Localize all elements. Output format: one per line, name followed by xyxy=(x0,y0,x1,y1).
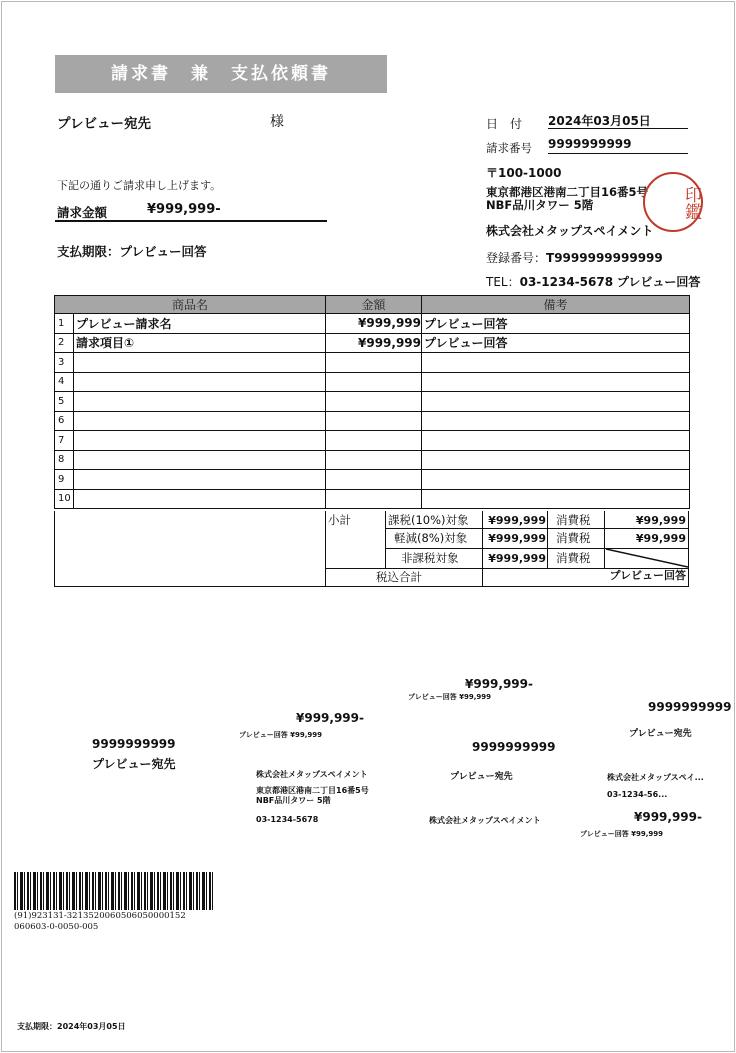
row-item: 請求項目① xyxy=(74,333,326,353)
barcode-text-line2: 060603-0-0050-005 xyxy=(14,922,99,932)
due-value: プレビュー回答 xyxy=(119,244,207,259)
table-row xyxy=(55,333,690,353)
due-label: 支払期限： xyxy=(57,244,120,259)
slip-mid-company: 株式会社メタップスペイメント xyxy=(256,770,368,779)
row-note xyxy=(422,392,690,412)
slip-mid-note: プレビュー回答 ¥99,999 xyxy=(239,731,323,739)
summary-strike-line xyxy=(604,548,688,568)
summary-bottom-border xyxy=(54,586,689,587)
registration-row xyxy=(486,249,663,266)
slip-left-number: 9999999999 xyxy=(92,737,176,751)
total-label: 税込合計 xyxy=(376,570,422,584)
slip-right-amount: ¥999,999- xyxy=(634,810,702,824)
issuer-address-line2: NBF品川タワー 5階 xyxy=(486,198,594,212)
slip-right-company: 株式会社メタップスペイ... xyxy=(607,773,704,782)
row-item: プレビュー請求名 xyxy=(74,314,326,334)
issuer-address xyxy=(486,186,648,212)
row-note: プレビュー回答 xyxy=(422,333,690,353)
row-amount xyxy=(326,470,422,490)
row-note xyxy=(422,450,690,470)
table-row xyxy=(55,372,690,392)
row-number: 9 xyxy=(55,470,74,490)
registration-label: 登録番号： xyxy=(486,251,547,265)
row-item xyxy=(74,470,326,490)
row-note xyxy=(422,353,690,373)
table-row xyxy=(55,470,690,490)
slip-mid-amount: ¥999,999- xyxy=(296,711,364,725)
row-amount: ¥999,999 xyxy=(326,314,422,334)
slip-mid-address xyxy=(256,786,369,806)
subtotal-label: 小計 xyxy=(328,513,351,527)
row-item xyxy=(74,392,326,412)
tel-note: プレビュー回答 xyxy=(616,275,701,289)
table-header-row xyxy=(55,296,690,314)
row-amount xyxy=(326,392,422,412)
row-item xyxy=(74,450,326,470)
slip-left-name: プレビュー宛先 xyxy=(92,757,176,771)
row-number: 6 xyxy=(55,411,74,431)
slip-center-number: 9999999999 xyxy=(472,740,556,754)
table-row xyxy=(55,431,690,451)
table-row xyxy=(55,392,690,412)
seal-text: 印鑑 xyxy=(681,186,701,220)
total-value: プレビュー回答 xyxy=(609,569,686,582)
recipient-name: プレビュー宛先 xyxy=(57,116,151,132)
slip-right-note: プレビュー回答 ¥99,999 xyxy=(580,830,664,838)
taxable10-label: 課税(10%)対象 xyxy=(388,513,469,527)
footer-due xyxy=(17,1021,126,1032)
row-amount xyxy=(326,431,422,451)
tel-label: TEL： xyxy=(486,275,520,289)
tax10-amount: ¥99,999 xyxy=(635,514,686,527)
consumption-tax-label-nontax: 消費税 xyxy=(556,551,591,565)
row-amount xyxy=(326,353,422,373)
nontax-amount: ¥999,999 xyxy=(488,552,546,565)
issuer-address-line1: 東京都港区港南二丁目16番5号 xyxy=(486,185,649,199)
row-number: 5 xyxy=(55,392,74,412)
row-note xyxy=(422,411,690,431)
issue-date: 2024年03月05日 xyxy=(548,112,688,129)
billing-amount: ¥999,999- xyxy=(147,202,221,217)
barcode-text-line1: (91)923131-3213520060506050000152 xyxy=(14,911,186,921)
consumption-tax-label-8: 消費税 xyxy=(556,531,591,545)
reduced8-amount: ¥999,999 xyxy=(488,532,546,545)
table-row xyxy=(55,353,690,373)
row-number: 1 xyxy=(55,314,74,334)
summary-left-border xyxy=(54,511,55,586)
slip-center-company: 株式会社メタップスペイメント xyxy=(429,816,541,825)
header-note: 備考 xyxy=(422,296,690,314)
registration-number: T9999999999999 xyxy=(546,251,663,265)
date-label: 日 付 xyxy=(486,117,523,131)
row-item xyxy=(74,489,326,509)
row-amount xyxy=(326,411,422,431)
slip-mid-address-line2: NBF品川タワー 5階 xyxy=(256,796,331,805)
tel-row xyxy=(486,273,700,290)
row-note xyxy=(422,431,690,451)
postal-code: 〒100-1000 xyxy=(486,166,562,180)
barcode-text xyxy=(14,911,186,933)
row-number: 3 xyxy=(55,353,74,373)
invoice-no-label: 請求番号 xyxy=(486,141,532,155)
row-number: 10 xyxy=(55,489,74,509)
row-number: 4 xyxy=(55,372,74,392)
tax8-amount: ¥99,999 xyxy=(635,532,686,545)
header-item: 商品名 xyxy=(55,296,326,314)
table-row xyxy=(55,314,690,334)
slip-mid-tel: 03-1234-5678 xyxy=(256,815,319,824)
table-row xyxy=(55,489,690,509)
intro-text: 下記の通りご請求申し上げます。 xyxy=(57,179,222,192)
recipient-honorific: 様 xyxy=(270,114,284,130)
slip-right-number: 9999999999 xyxy=(648,700,732,714)
header-amount: 金額 xyxy=(326,296,422,314)
summary-right-border xyxy=(688,511,689,586)
row-amount: ¥999,999 xyxy=(326,333,422,353)
row-amount xyxy=(326,489,422,509)
tel-number: 03-1234-5678 xyxy=(519,275,614,289)
document-title: 請求書 兼 支払依頼書 xyxy=(55,55,387,93)
summary-divider-1 xyxy=(325,511,326,586)
slip-mid-address-line1: 東京都港区港南二丁目16番5号 xyxy=(256,786,369,795)
items-table xyxy=(54,295,690,509)
slip-center-note: プレビュー回答 ¥99,999 xyxy=(408,693,492,701)
row-item xyxy=(74,353,326,373)
row-item xyxy=(74,411,326,431)
footer-due-label: 支払期限： xyxy=(17,1022,57,1031)
taxable10-amount: ¥999,999 xyxy=(488,514,546,527)
billing-label: 請求金額 xyxy=(57,205,108,220)
invoice-number: 9999999999 xyxy=(548,137,688,154)
row-number: 2 xyxy=(55,333,74,353)
seal-stamp xyxy=(643,172,703,232)
nontax-label: 非課税対象 xyxy=(401,551,459,565)
row-item xyxy=(74,372,326,392)
slip-right-name: プレビュー宛先 xyxy=(629,729,692,739)
row-note: プレビュー回答 xyxy=(422,314,690,334)
row-item xyxy=(74,431,326,451)
slip-center-name: プレビュー宛先 xyxy=(450,772,513,782)
table-row xyxy=(55,450,690,470)
issuer-company: 株式会社メタップスペイメント xyxy=(486,224,654,238)
row-note xyxy=(422,489,690,509)
reduced8-label: 軽減(8%)対象 xyxy=(394,531,468,545)
row-amount xyxy=(326,450,422,470)
row-note xyxy=(422,470,690,490)
billing-amount-row xyxy=(55,203,327,222)
table-row xyxy=(55,411,690,431)
consumption-tax-label-10: 消費税 xyxy=(556,513,591,527)
due-date-row xyxy=(57,242,207,260)
row-number: 7 xyxy=(55,431,74,451)
row-amount xyxy=(326,372,422,392)
footer-due-date: 2024年03月05日 xyxy=(57,1022,126,1031)
summary-divider-4 xyxy=(547,511,548,569)
summary-divider-2 xyxy=(385,511,386,569)
row-number: 8 xyxy=(55,450,74,470)
row-note xyxy=(422,372,690,392)
slip-center-amount: ¥999,999- xyxy=(465,677,533,691)
barcode-image xyxy=(14,872,214,910)
slip-right-tel: 03-1234-56... xyxy=(607,790,668,799)
